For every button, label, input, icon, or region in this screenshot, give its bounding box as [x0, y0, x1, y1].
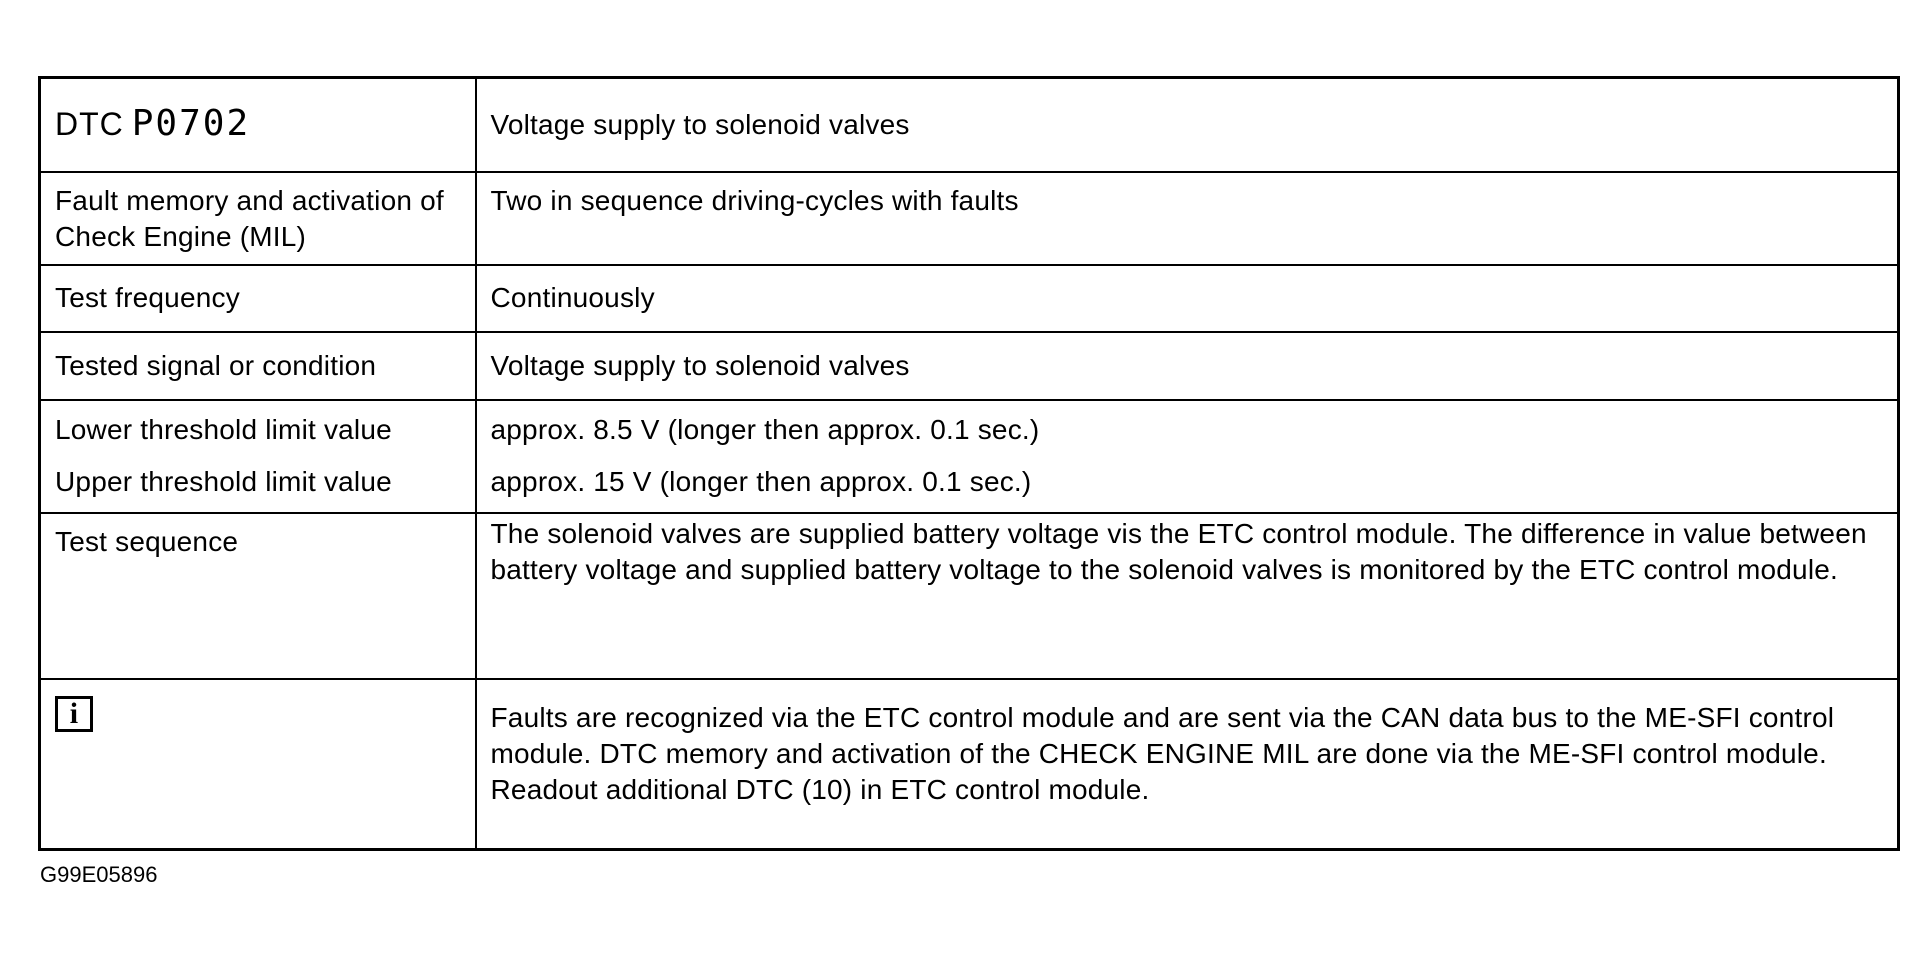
threshold-values-cell — [476, 400, 1899, 513]
fault-memory-label: Fault memory and activation of Check Engine (MIL) — [40, 172, 476, 265]
tested-signal-value: Voltage supply to solenoid valves — [476, 332, 1899, 400]
dtc-code: P0702 — [131, 102, 251, 144]
table-row — [40, 172, 1899, 265]
test-frequency-label: Test frequency — [40, 265, 476, 332]
lower-threshold-label: Lower threshold limit value — [55, 414, 392, 445]
info-icon: i — [55, 696, 93, 732]
table-row — [40, 513, 1899, 679]
upper-threshold-value: approx. 15 V (longer then approx. 0.1 sec.) — [490, 466, 1032, 497]
info-icon-cell — [40, 679, 476, 850]
dtc-value-cell: Voltage supply to solenoid valves — [476, 78, 1899, 172]
fault-memory-value: Two in sequence driving-cycles with faults — [476, 172, 1899, 265]
dtc-prefix: DTC — [55, 105, 124, 142]
dtc-label-cell — [40, 78, 476, 172]
table-row — [40, 332, 1899, 400]
table-row — [40, 265, 1899, 332]
test-frequency-value: Continuously — [476, 265, 1899, 332]
lower-threshold-value: approx. 8.5 V (longer then approx. 0.1 sec.) — [490, 414, 1040, 445]
table-row — [40, 679, 1899, 850]
tested-signal-label: Tested signal or condition — [40, 332, 476, 400]
test-sequence-value: The solenoid valves are supplied battery voltage vis the ETC control module. The difference in value between battery voltage and supplied battery voltage to the solenoid valves is monitored by the ETC control module. — [476, 513, 1899, 679]
dtc-info-table — [38, 76, 1900, 851]
test-sequence-label: Test sequence — [40, 513, 476, 679]
table-row — [40, 400, 1899, 513]
table-row — [40, 78, 1899, 172]
info-note-value: Faults are recognized via the ETC control module and are sent via the CAN data bus to the ME-SFI control module. DTC memory and activation of the CHECK ENGINE MIL are done via the ME-SFI control module. Readout additional DTC (10) in ETC control module. — [476, 679, 1899, 850]
upper-threshold-label: Upper threshold limit value — [55, 466, 392, 497]
figure-id: G99E05896 — [40, 862, 158, 887]
threshold-labels-cell — [40, 400, 476, 513]
